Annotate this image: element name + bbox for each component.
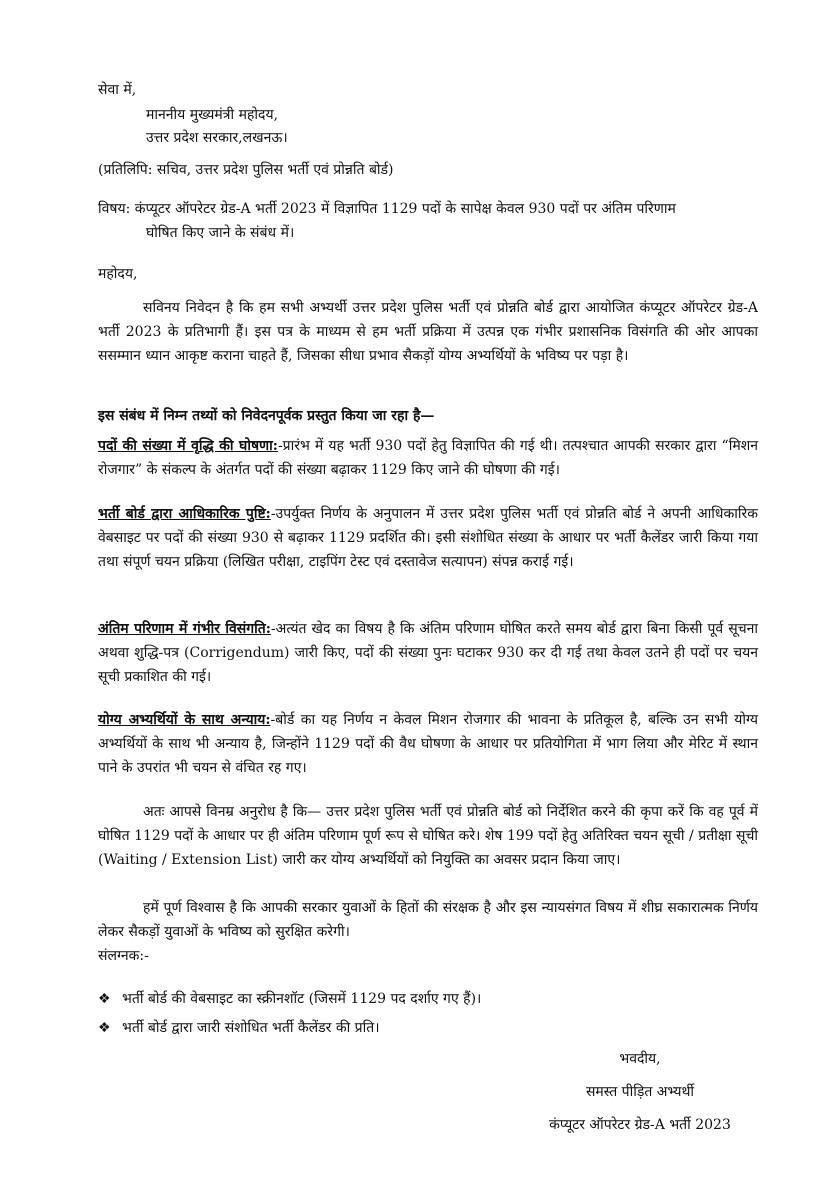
enclosure-item-text: भर्ती बोर्ड द्वारा जारी संशोधित भर्ती कैलेंडर की प्रति।	[122, 1020, 380, 1036]
subject-line-2: घोषित किए जाने के संबंध में।	[146, 225, 295, 241]
point-1-heading: पदों की संख्या में वृद्धि की घोषणा:	[98, 438, 278, 454]
point-4-text: -बोर्ड का यह निर्णय न केवल मिशन रोजगार की भावना के प्रतिकूल है, बल्कि उन सभी योग्य अभ्यर्थियों के साथ भी अन्याय है, जिन्होंने 1129 पदों की वैध घोषणा के आधार पर प्रतियोगिता में भाग लिया और मेरिट में स्थान पाने के उपरांत भी चयन से वंचित रह गए।	[98, 712, 759, 776]
point-2-heading: भर्ती बोर्ड द्वारा आधिकारिक पुष्टि:	[98, 506, 271, 522]
point-1-text: -प्रारंभ में यह भर्ती 930 पदों हेतु विज्ञापित की गई थी। तत्पश्चात आपकी सरकार द्वारा “मिशन रोजगार” के संकल्प के अंतर्गत पदों की संख्या बढ़ाकर 1129 किए जाने की घोषणा की गई।	[98, 438, 758, 478]
point-4	[98, 708, 758, 780]
intro-paragraph: सविनय निवेदन है कि हम सभी अभ्यर्थी उत्तर प्रदेश पुलिस भर्ती एवं प्रोन्नति बोर्ड द्वारा आयोजित कंप्यूटर ऑपरेटर ग्रेड-A भर्ती 2023 के प्रतिभागी हैं। इस पत्र के माध्यम से हम भर्ती प्रक्रिया में उत्पन्न एक गंभीर प्रशासनिक विसंगति की ओर आपका ससम्मान ध्यान आकृष्ट कराना चाहते हैं, जिसका सीधा प्रभाव सैकड़ों योग्य अभ्यर्थियों के भविष्य पर पड़ा है।	[98, 300, 758, 364]
facts-heading: इस संबंध में निम्न तथ्यों को निवेदनपूर्वक प्रस्तुत किया जा रहा है—	[98, 408, 435, 424]
enclosure-item	[0, 1016, 835, 1040]
greeting: महोदय,	[98, 266, 138, 282]
recipient-title: माननीय मुख्यमंत्री महोदय,	[146, 107, 279, 123]
recipient-address: उत्तर प्रदेश सरकार,लखनऊ।	[146, 130, 288, 146]
to-salutation: सेवा में,	[98, 82, 137, 98]
point-2	[98, 502, 758, 574]
enclosure-item-text: भर्ती बोर्ड की वेबसाइट का स्क्रीनशॉट (जिसमें 1129 पद दर्शाए गए हैं)।	[122, 991, 482, 1007]
point-3	[98, 617, 758, 689]
enclosure-item	[0, 987, 835, 1011]
subject-line-1: विषय: कंप्यूटर ऑपरेटर ग्रेड-A भर्ती 2023 में विज्ञापित 1129 पदों के सापेक्ष केवल 930 पदों पर अंतिम परिणाम	[98, 201, 676, 217]
point-3-heading: अंतिम परिणाम में गंभीर विसंगति:	[98, 621, 271, 637]
signature-sender: समस्त पीड़ित अभ्यर्थी	[585, 1084, 695, 1100]
copy-to: (प्रतिलिपि: सचिव, उत्तर प्रदेश पुलिस भर्ती एवं प्रोन्नति बोर्ड)	[98, 162, 394, 178]
point-3-text: -अत्यंत खेद का विषय है कि अंतिम परिणाम घोषित करते समय बोर्ड द्वारा बिना किसी पूर्व सूचना अथवा शुद्धि-पत्र (Corrigendum) जारी किए, पदों की संख्या पुनः घटाकर 930 कर दी गई तथा केवल उतने ही पदों पर चयन सूची प्रकाशित की गई।	[98, 621, 758, 685]
enclosures-label: संलग्नक:-	[98, 948, 149, 964]
point-4-heading: योग्य अभ्यर्थियों के साथ अन्याय:	[98, 712, 271, 728]
request-paragraph: अतः आपसे विनम्र अनुरोध है कि— उत्तर प्रदेश पुलिस भर्ती एवं प्रोन्नति बोर्ड को निर्देशित करने की कृपा करें कि वह पूर्व में घोषित 1129 पदों के आधार पर ही अंतिम परिणाम पूर्ण रूप से घोषित करे। शेष 199 पदों हेतु अतिरिक्त चयन सूची / प्रतीक्षा सूची (Waiting / Extension List) जारी कर योग्य अभ्यर्थियों को नियुक्ति का अवसर प्रदान किया जाए।	[98, 804, 758, 868]
point-1	[98, 434, 758, 482]
trust-paragraph: हमें पूर्ण विश्वास है कि आपकी सरकार युवाओं के हितों की संरक्षक है और इस न्यायसंगत विषय में शीघ्र सकारात्मक निर्णय लेकर सैकड़ों युवाओं के भविष्य को सुरक्षित करेगी।	[98, 900, 758, 940]
signature-group: कंप्यूटर ऑपरेटर ग्रेड-A भर्ती 2023	[549, 1117, 731, 1133]
signature-closing: भवदीय,	[619, 1051, 661, 1067]
diamond-bullet-icon: ❖	[98, 1020, 111, 1036]
diamond-bullet-icon: ❖	[98, 991, 111, 1007]
point-2-text: -उपर्युक्त निर्णय के अनुपालन में उत्तर प्रदेश पुलिस भर्ती एवं प्रोन्नति बोर्ड ने अपनी आधिकारिक वेबसाइट पर पदों की संख्या 930 से बढ़ाकर 1129 प्रदर्शित की। इसी संशोधित संख्या के आधार पर भर्ती कैलेंडर जारी किया गया तथा संपूर्ण चयन प्रक्रिया (लिखित परीक्षा, टाइपिंग टेस्ट एवं दस्तावेज सत्यापन) संपन्न कराई गई।	[98, 506, 758, 570]
